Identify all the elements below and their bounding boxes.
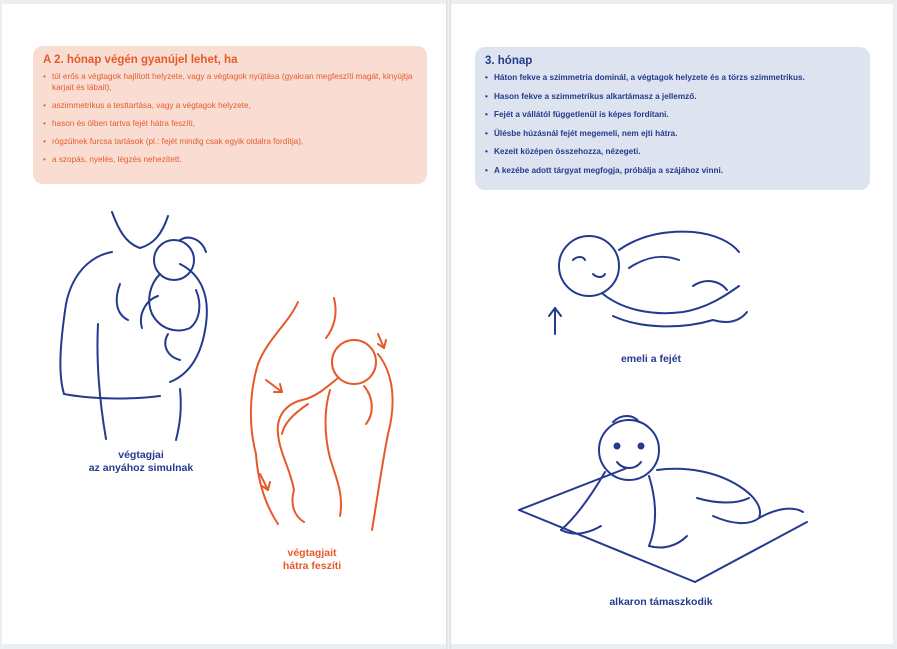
caption-forearm: alkaron támaszkodik [609, 596, 713, 608]
list-item: • hason és ölben tartva fejét hátra feszíti, [43, 118, 417, 129]
list-item: • a szopás, nyelés, légzés nehezített. [43, 154, 417, 165]
warning-box [33, 46, 427, 184]
warning-title: A 2. hónap végén gyanújel lehet, ha [43, 54, 238, 66]
caption-abnormal [242, 547, 382, 573]
list-item: • túl erős a végtagok hajlított helyzete, vagy a végtagok nyújtása (gyakran megfeszíti magát, kinyújtja karjait és lábait), [43, 71, 417, 93]
caption-line: végtagjai [118, 449, 164, 461]
list-item: • Háton fekve a szimmetria dominál, a végtagok helyzete és a törzs szimmetrikus. [485, 72, 860, 83]
info-title: 3. hónap [485, 55, 533, 67]
list-item: • Kezeit középen összehozza, nézegeti. [485, 146, 860, 157]
right-page [451, 4, 893, 644]
list-item: • A kezébe adott tárgyat megfogja, próbálja a szájához vinni. [485, 165, 860, 176]
info-list [485, 72, 860, 176]
warning-list [43, 71, 417, 165]
caption-line: hátra feszíti [282, 560, 342, 572]
baby-forearm-support-illustration [517, 406, 817, 591]
caption-normal [66, 449, 216, 475]
list-item: • Fejét a vállától függetlenül is képes fordítani. [485, 109, 860, 120]
list-item: • aszimmetrikus a testtartása, vagy a végtagok helyzete, [43, 100, 417, 111]
caption-line: végtagjait [287, 547, 337, 559]
caption-lift: emeli a fejét [620, 353, 682, 365]
list-item: • rögzülnek furcsa tartások (pl.: fejét mindig csak egyik oldalra fordítja), [43, 136, 417, 147]
caption-line: az anyához simulnak [88, 462, 194, 474]
info-box [475, 47, 870, 190]
mother-holding-baby-illustration [50, 204, 230, 444]
list-item: • Hason fekve a szimmetrikus alkartámasz a jellemző. [485, 91, 860, 102]
left-page [2, 4, 446, 644]
baby-lifting-head-illustration [543, 216, 753, 346]
baby-arching-illustration [238, 294, 408, 534]
list-item: • Ülésbe húzásnál fejét megemeli, nem ejti hátra. [485, 128, 860, 139]
